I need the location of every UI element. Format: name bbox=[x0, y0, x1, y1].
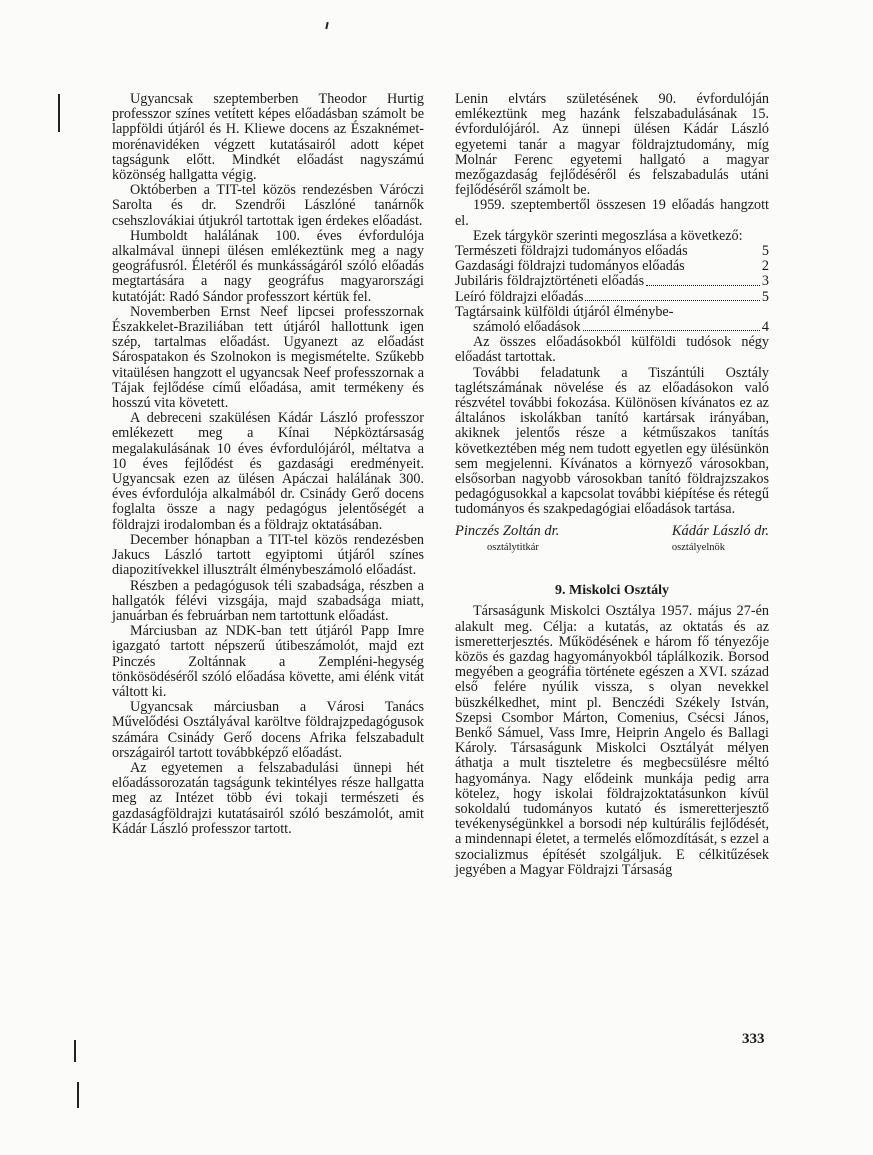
list-item-label: Leíró földrajzi előadás bbox=[455, 288, 584, 305]
paragraph: Októberben a TIT-tel közös rendezésben Váróczi Sarolta és dr. Szendrői Lászlóné tanárnők csehszlovákiai útjukról tartottak igen érdekes előadást. bbox=[112, 182, 424, 229]
list-item bbox=[455, 274, 769, 289]
paragraph: December hónapban a TIT-tel közös rendezésben Jakucs László tartott egyiptomi útjáról színes diapozitívekkel illusztrált élménybeszámoló előadást. bbox=[112, 531, 424, 579]
list-item bbox=[455, 244, 769, 259]
president-title: osztályelnök bbox=[671, 541, 725, 553]
signature-names bbox=[455, 524, 769, 539]
list-item-count: 5 bbox=[761, 243, 769, 260]
paragraph: További feladatunk a Tiszántúli Osztály taglétszámának növelése és az előadásokon való részvétel további fokozása. Különösen kívánatos ez az általános iskolákban tanító kartársak irányában, akiknek jelentős része a kétműszakos tanítás következtében még nem tudott egyetlen egy ülésünkön sem megjelenni. Kívánatos a környező városokban, elsősorban nagyobb városokban tanító földrajzszakos pedagógusokkal a kapcsolat további kiépítése és rétegű tudományos és szakpedagógiai előadások tartása. bbox=[455, 364, 769, 518]
list-item-count: 4 bbox=[761, 319, 769, 336]
scan-mark-top bbox=[325, 22, 328, 29]
paragraph: Novemberben Ernst Neef lipcsei professzornak Északkelet-Braziliában tett útjáról hallottunk igen szép, tartalmas előadást. Ugyanezt az előadást Sárospatakon és Szolnokon is megismételte. Szűkebb vitaülésen hangzott el ugyancsak Neef professzornak a Tájak fejlődése című előadása, amit termékeny és hosszú vita követett. bbox=[112, 303, 424, 412]
list-item-label: Jubiláris földrajztörténeti előadás bbox=[455, 273, 645, 290]
list-item-label: számoló előadások bbox=[473, 319, 581, 336]
right-column bbox=[455, 92, 769, 878]
president-name: Kádár László dr. bbox=[671, 522, 769, 539]
paragraph: Ugyancsak szeptemberben Theodor Hurtig professzor színes vetített képes előadásban számolt be lappföldi útjáról és H. Kliewe docens az Északnémet-morénavidéken végzett kutatásairól adott képet tagságunk előtt. Mindkét előadást nagyszámú közönség hallgatta végig. bbox=[112, 91, 424, 184]
paragraph: Márciusban az NDK-ban tett útjáról Papp Imre igazgató tartott népszerű útibeszámolót, majd ezt Pinczés Zoltánnak a Zempléni-hegység tönkösödéséről szóló előadása követte, ami élénk vitát váltott ki. bbox=[112, 623, 424, 700]
signature-titles bbox=[455, 540, 769, 555]
leader-dots bbox=[583, 320, 760, 331]
paragraph: Társaságunk Miskolci Osztálya 1957. május 27-én alakult meg. Célja: a kutatás, az oktatás és az ismeretterjesztés. Működésének e három fő tényezője közös és gazdag hagyományokból táplálkozik. Borsod megyében a geográfia története egészen a XVI. század első felére nyúlik vissza, s olyan nevekkel büszkélkedhet, mint pl. Benczédi Székely István, Szepsi Csombor Márton, Comenius, Csécsi János, Benkő Sámuel, Vass Imre, Heiprin Angelo és Ballagi Károly. Társaságunk Miskolci Osztályát mélyen áthatja a mult tiszteletre és megbecsülésre méltó hagyománya. Nagy elődeink munkája pedig arra kötelez, hogy iskolai földrajzoktatásunkon kívül sokoldalú tudományos kutató és ismeretterjesztő tevékenységünkkel a borsodi nép kultúrális fejlődését, a mindennapi életet, a termelés előmozdítását, s ezzel a szocializmus építését szolgáljuk. E célkitűzések jegyében a Magyar Földrajzi Társaság bbox=[455, 603, 769, 878]
paragraph: Részben a pedagógusok téli szabadsága, részben a hallgatók félévi vizsgája, majd szabadsága miatt, januárban és februárban nem tartottunk előadást. bbox=[112, 577, 424, 624]
paragraph: Ezek tárgykör szerinti megoszlása a következő: bbox=[473, 227, 743, 244]
leader-dots bbox=[585, 290, 759, 301]
paragraph: A debreceni szakülésen Kádár László professzor emlékezett meg a Kínai Népköztársaság megalakulásának 10 éves évfordulójáról, méltatva a 10 éves fejlődést és gazdasági eredményeit. Ugyancsak ezen az ülésen Apáczai halálának 300. éves évfordulója alkalmából dr. Csinády Gerő docens foglalta össze a nagy pedagógus jelentőségét a földrajzi irodalomban és a földrajz oktatásában. bbox=[112, 410, 424, 533]
list-item-label: Természeti földrajzi tudományos előadás bbox=[455, 243, 688, 260]
list-item bbox=[455, 320, 769, 335]
paragraph: Ugyancsak márciusban a Városi Tanács Művelődési Osztályával karöltve földrajzpedagógusok számára Csinády Gerő docens Afrika felszabadult országairól tartott továbbképző előadást. bbox=[112, 699, 424, 761]
list-item bbox=[455, 259, 769, 274]
list-item bbox=[455, 290, 769, 305]
section-heading: 9. Miskolci Osztály bbox=[555, 583, 669, 599]
paragraph: 1959. szeptembertől összesen 19 előadás hangzott el. bbox=[455, 197, 769, 229]
scan-mark-bottom-2 bbox=[77, 1082, 79, 1108]
left-column bbox=[112, 92, 424, 837]
secretary-name: Pinczés Zoltán dr. bbox=[455, 522, 560, 539]
list-item-label: Gazdasági földrajzi tudományos előadás bbox=[455, 258, 685, 275]
paragraph: Az összes előadásokból külföldi tudósok négy előadást tartottak. bbox=[455, 334, 769, 366]
paragraph: Az egyetemen a felszabadulási ünnepi hét előadássorozatán tagságunk tekintélyes része hallgatta meg az Intézet több évi tokaji természeti és gazdaságföldrajzi kutatásairól szóló beszámolót, amit Kádár László professzor tartott. bbox=[112, 759, 424, 837]
list-item-count: 5 bbox=[761, 288, 769, 305]
list-item-count: 3 bbox=[761, 273, 769, 290]
scan-mark-bottom-1 bbox=[74, 1040, 76, 1062]
scan-mark-left-edge bbox=[58, 94, 60, 132]
paragraph: Humboldt halálának 100. éves évfordulója alkalmával ünnepi ülésen emlékeztünk meg a nagy geográfusról. Életéről és munkásságáról szóló előadás megtartására a nagy geográfus magyarországi kutatóját: Radó Sándor professzort kértük fel. bbox=[112, 227, 424, 305]
list-item bbox=[455, 305, 769, 320]
secretary-title: osztálytitkár bbox=[487, 541, 539, 553]
page-number: 333 bbox=[742, 1031, 765, 1047]
list-item-label: Tagtársaink külföldi útjáról élménybe- bbox=[455, 303, 674, 320]
paragraph: Lenin elvtárs születésének 90. évfordulóján emlékeztünk meg hazánk felszabadulásának 15. évfordulójáról. Az ünnepi ülésen Kádár László egyetemi tanár a magyar földrajztudomány, míg Molnár Ferenc egyetemi hallgató a magyar mezőgazdaság fejlődéséről és felszabadulás utáni fejlődéséről számolt be. bbox=[455, 91, 769, 199]
lecture-distribution-list bbox=[455, 244, 769, 335]
leader-dots bbox=[646, 274, 760, 285]
list-item-count: 2 bbox=[761, 258, 769, 275]
